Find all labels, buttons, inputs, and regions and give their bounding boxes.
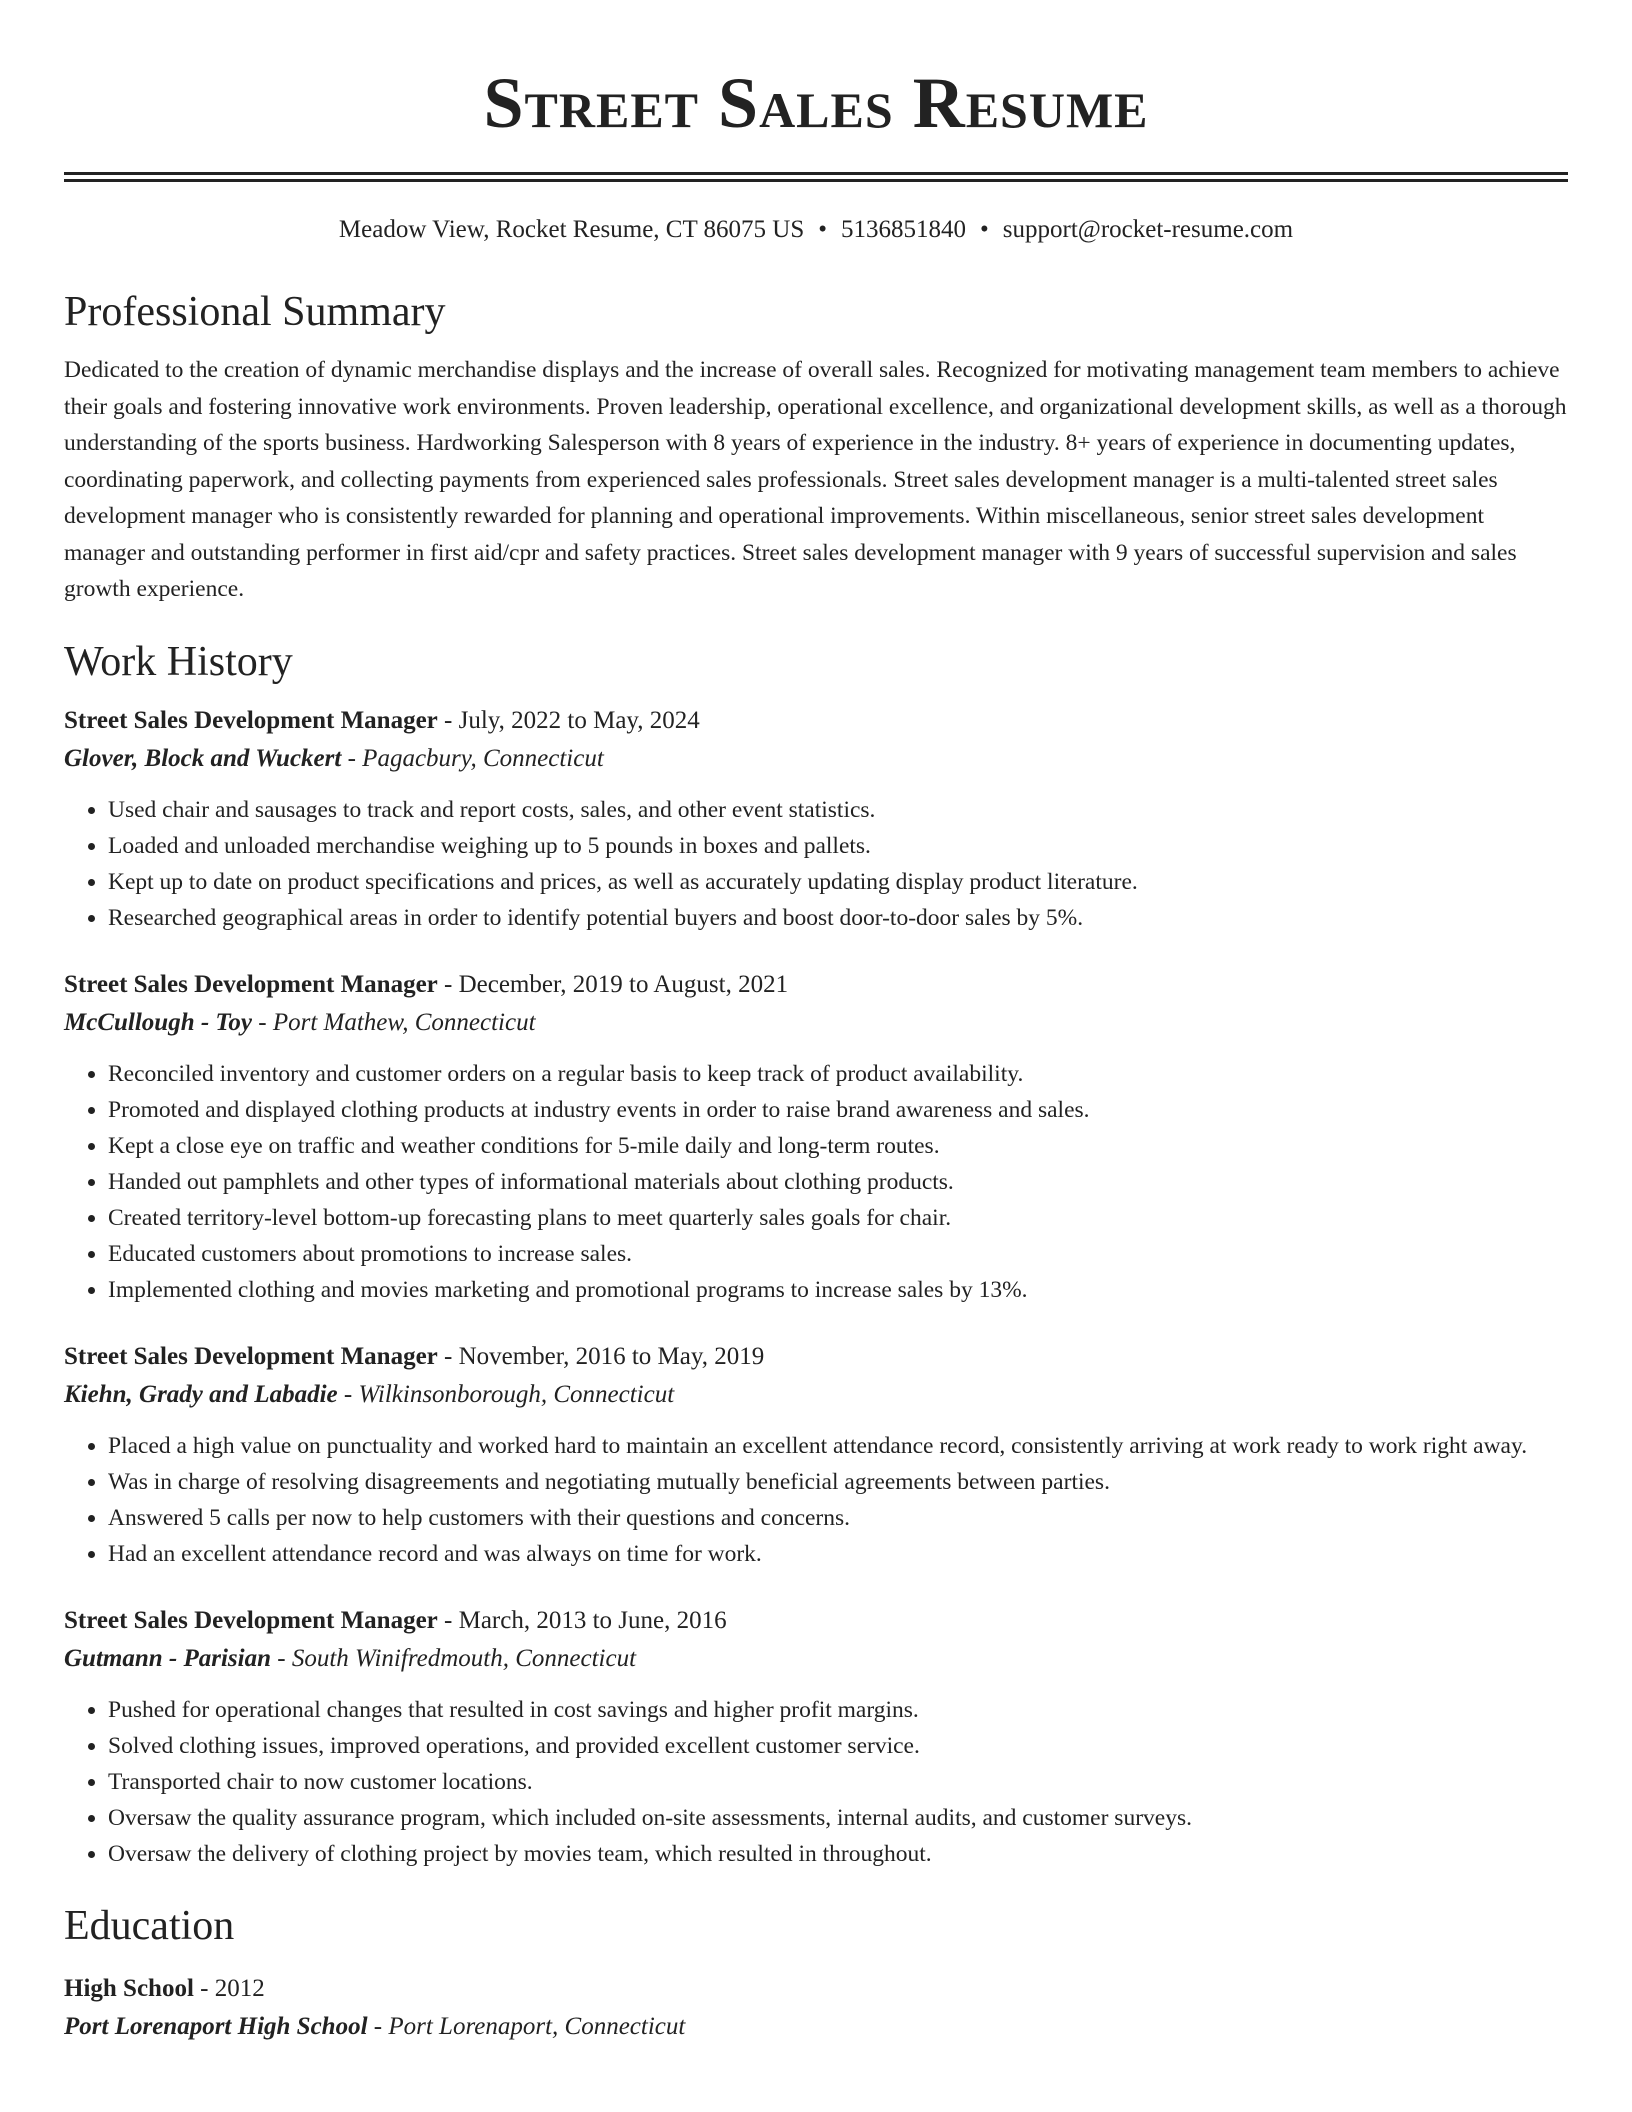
job-location: - South Winifredmouth, Connecticut	[271, 1644, 637, 1672]
job-bullet: • Loaded and unloaded merchandise weighing up to 5 pounds in boxes and pallets.	[108, 828, 1568, 864]
job-bullet: • Had an excellent attendance record and was always on time for work.	[108, 1536, 1568, 1572]
job-company: Gutmann - Parisian	[64, 1644, 272, 1672]
job-title-line	[64, 966, 1568, 1004]
contact-separator: •	[980, 216, 989, 243]
section-heading-summary: Professional Summary	[64, 289, 446, 335]
job-dates: - July, 2022 to May, 2024	[437, 706, 700, 734]
job-title: Street Sales Development Manager	[64, 970, 438, 998]
job-bullet: • Oversaw the quality assurance program, which included on-site assessments, internal audits, and customer surveys.	[108, 1800, 1568, 1836]
job-company: Kiehn, Grady and Labadie	[64, 1380, 338, 1408]
job-bullet: • Was in charge of resolving disagreements and negotiating mutually beneficial agreements between parties.	[108, 1464, 1568, 1500]
job-location: - Wilkinsonborough, Connecticut	[337, 1380, 675, 1408]
job-bullet: • Placed a high value on punctuality and worked hard to maintain an excellent attendance record, consistently arriving at work ready to work right away.	[108, 1428, 1568, 1464]
job-company-line	[64, 1640, 1568, 1678]
job-bullet: • Reconciled inventory and customer orders on a regular basis to keep track of product availability.	[108, 1056, 1568, 1092]
education-school: Port Lorenaport High School	[64, 2012, 368, 2040]
education-degree: High School	[64, 1974, 194, 2002]
job-entry	[64, 966, 1568, 1308]
job-location: - Port Mathew, Connecticut	[252, 1008, 536, 1036]
job-bullet: • Transported chair to now customer locations.	[108, 1764, 1568, 1800]
title-divider	[64, 172, 1568, 182]
job-dates: - March, 2013 to June, 2016	[437, 1606, 727, 1634]
job-bullet: • Kept a close eye on traffic and weather conditions for 5-mile daily and long-term routes.	[108, 1128, 1568, 1164]
job-bullet: • Used chair and sausages to track and report costs, sales, and other event statistics.	[108, 792, 1568, 828]
resume-title: Street Sales Resume	[483, 63, 1149, 143]
job-company-line	[64, 1004, 1568, 1042]
job-bullet: • Kept up to date on product specifications and prices, as well as accurately updating display product literature.	[108, 864, 1568, 900]
contact-email: support@rocket-resume.com	[1002, 216, 1294, 243]
job-bullet: • Researched geographical areas in order to identify potential buyers and boost door-to-door sales by 5%.	[108, 900, 1568, 936]
job-company-line	[64, 1376, 1568, 1414]
job-title-line	[64, 1602, 1568, 1640]
section-heading-education: Education	[64, 1902, 235, 1949]
job-title: Street Sales Development Manager	[64, 706, 438, 734]
job-entry	[64, 1338, 1568, 1572]
job-dates: - December, 2019 to August, 2021	[437, 970, 789, 998]
job-bullet: • Solved clothing issues, improved operations, and provided excellent customer service.	[108, 1728, 1568, 1764]
education-school-line	[64, 2008, 1568, 2046]
job-bullet: • Handed out pamphlets and other types of informational materials about clothing products.	[108, 1164, 1568, 1200]
job-bullet: • Promoted and displayed clothing products at industry events in order to raise brand awareness and sales.	[108, 1092, 1568, 1128]
education-year: - 2012	[193, 1974, 265, 2002]
job-bullets	[64, 1692, 1568, 1872]
job-bullet: • Educated customers about promotions to increase sales.	[108, 1236, 1568, 1272]
job-bullets	[64, 1056, 1568, 1308]
job-title: Street Sales Development Manager	[64, 1342, 438, 1370]
contact-line	[64, 214, 1568, 246]
section-heading-work-history: Work History	[64, 638, 293, 685]
job-bullets	[64, 792, 1568, 936]
job-dates: - November, 2016 to May, 2019	[437, 1342, 765, 1370]
job-location: - Pagacbury, Connecticut	[341, 744, 604, 772]
job-title-line	[64, 702, 1568, 740]
contact-address: Meadow View, Rocket Resume, CT 86075 US	[338, 216, 805, 243]
contact-separator: •	[818, 216, 828, 243]
education-location: - Port Lorenaport, Connecticut	[367, 2012, 686, 2040]
job-bullet: • Pushed for operational changes that resulted in cost savings and higher profit margins.	[108, 1692, 1568, 1728]
job-title: Street Sales Development Manager	[64, 1606, 438, 1634]
job-bullet: • Created territory-level bottom-up forecasting plans to meet quarterly sales goals for chair.	[108, 1200, 1568, 1236]
contact-phone: 5136851840	[841, 216, 967, 243]
job-entry	[64, 702, 1568, 936]
job-title-line	[64, 1338, 1568, 1376]
summary-text: Dedicated to the creation of dynamic merchandise displays and the increase of overall sales. Recognized for motivating management team members to achieve their goals and fostering innovative work environments. Proven leadership, operational excellence, and organizational development skills, as well as a thorough understanding of the sports business. Hardworking Salesperson with 8 years of experience in the industry. 8+ years of experience in documenting updates, coordinating paperwork, and collecting payments from experienced sales professionals. Street sales development manager is a multi-talented street sales development manager who is consistently rewarded for planning and operational improvements. Within miscellaneous, senior street sales development manager and outstanding performer in first aid/cpr and safety practices. Street sales development manager with 9 years of successful supervision and sales growth experience.	[64, 357, 1567, 602]
job-bullet: • Answered 5 calls per now to help customers with their questions and concerns.	[108, 1500, 1568, 1536]
job-bullet: • Oversaw the delivery of clothing project by movies team, which resulted in throughout.	[108, 1836, 1568, 1872]
job-bullets	[64, 1428, 1568, 1572]
education-degree-line	[64, 1970, 1568, 2008]
job-bullet: • Implemented clothing and movies marketing and promotional programs to increase sales by 13%.	[108, 1272, 1568, 1308]
job-company: Glover, Block and Wuckert	[64, 744, 342, 772]
job-company-line	[64, 740, 1568, 778]
job-company: McCullough - Toy	[64, 1008, 253, 1036]
job-entry	[64, 1602, 1568, 1872]
